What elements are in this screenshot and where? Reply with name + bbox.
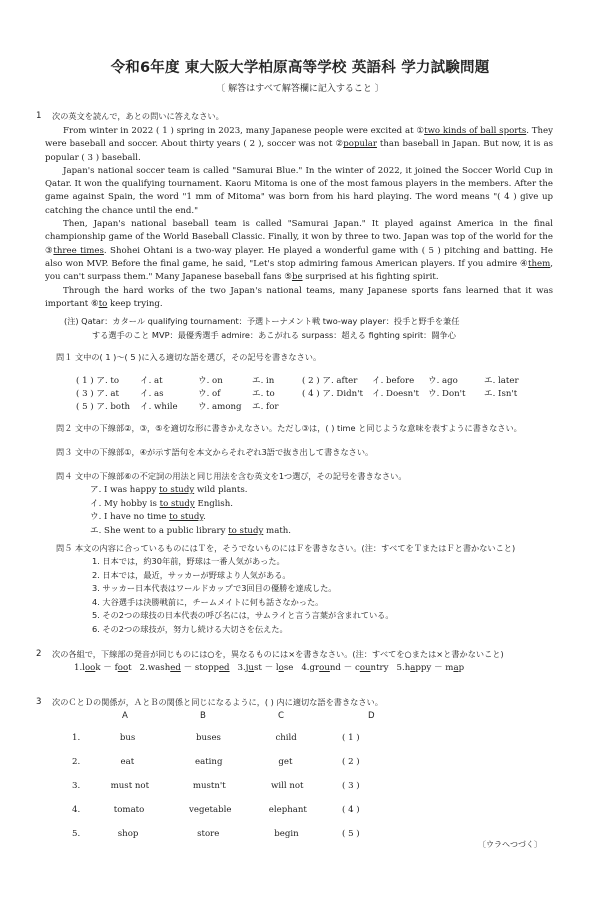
passage-text: . Shohei Ohtani is a two-way player. He played a wonderful game with ( 5 ) pitching and batting. He also won MVP. Before the final game, he said, "Let's stop admiring famous American players. If you admire ④ xyxy=(45,245,553,269)
q1-number: 1 xyxy=(36,111,42,121)
pronunciation-pair xyxy=(396,663,464,673)
cell-d: ( 3 ) xyxy=(342,781,360,791)
passage-text: keep trying. xyxy=(107,298,163,309)
choice-option: ( 2 ) ア. after xyxy=(302,376,358,386)
word-part: se xyxy=(283,663,294,673)
passage-text: , you can't surpass them." Many Japanese baseball fans ⑤ xyxy=(45,258,553,283)
choice-option: エ. for xyxy=(252,402,279,412)
cell-a: shop xyxy=(117,829,139,839)
choice-option: エ. in xyxy=(252,376,275,386)
option-text: math. xyxy=(263,525,292,536)
row-number: 2. xyxy=(72,757,81,767)
pair-dash: － xyxy=(340,663,355,673)
word-part: t xyxy=(128,663,132,673)
row-number: 4. xyxy=(72,805,81,815)
word-part: m xyxy=(445,663,454,673)
cell-d: ( 1 ) xyxy=(342,733,360,743)
underlined-phrase: to study xyxy=(169,512,204,522)
underlined-sound: oo xyxy=(84,663,96,673)
word-part: ntry xyxy=(370,663,389,673)
mon5-statement: 4. 大谷選手は決勝戦前に，チームメイトに何も話さなかった。 xyxy=(92,596,324,607)
mon4-option xyxy=(90,498,233,511)
q1-passage xyxy=(45,125,553,311)
word-part: p xyxy=(458,663,465,673)
choice-option: エ. later xyxy=(484,376,519,386)
choice-option: ウ. Don't xyxy=(428,389,466,399)
word-part: stopp xyxy=(194,663,219,673)
pair-number: 5. xyxy=(396,663,405,673)
word-part: h xyxy=(404,663,411,673)
underlined-phrase: to study xyxy=(159,498,195,509)
q2-number: 2 xyxy=(36,649,42,659)
row-number: 3. xyxy=(72,781,81,791)
word-part: k xyxy=(95,663,101,673)
cell-a: bus xyxy=(119,733,136,743)
passage-text: surprised at his fighting spirit. xyxy=(302,272,439,283)
passage-text: From winter in 2022 ( 1 ) spring in 2023, many Japanese people were excited at ① xyxy=(63,126,425,136)
choice-option: ( 4 ) ア. Didn't xyxy=(302,389,363,399)
cell-c: get xyxy=(278,757,293,767)
choice-option: ウ. among xyxy=(198,402,242,412)
pronunciation-pair xyxy=(238,663,294,673)
continue-note: 〔ウラへつづく〕 xyxy=(478,840,542,849)
q1-instruction: 次の英文を読んで，あとの問いに答えなさい。 xyxy=(52,111,224,121)
passage-paragraph xyxy=(45,218,553,284)
word-part: nd xyxy=(329,663,341,673)
pair-number: 1. xyxy=(74,663,83,673)
cell-b: vegetable xyxy=(189,805,232,815)
word-part: gr xyxy=(309,663,320,673)
underlined-sound: ed xyxy=(218,663,230,673)
q1-notes-line1: (注) Qatar：カタール qualifying tournament：予選トーナメント戦 two-way player：投手と野手を兼任 xyxy=(64,316,460,326)
cell-a: eat xyxy=(120,757,135,767)
choice-option: ウ. ago xyxy=(428,376,458,386)
cell-d: ( 2 ) xyxy=(342,757,360,767)
column-header: A xyxy=(122,711,128,721)
underlined-sound: ed xyxy=(170,663,181,673)
pronunciation-pair xyxy=(301,663,388,673)
cell-d: ( 4 ) xyxy=(342,805,360,815)
pair-number: 3. xyxy=(237,663,246,673)
pair-dash: － xyxy=(431,663,446,673)
option-text: ア. I was happy xyxy=(90,485,160,495)
underlined-phrase: be xyxy=(291,272,303,283)
q1-mon3-text: 問３ 文中の下線部①，④が示す語句を本文からそれぞれ3語で抜き出して書きなさい。 xyxy=(56,447,374,457)
column-header: C xyxy=(278,711,285,721)
row-number: 5. xyxy=(72,829,81,839)
underlined-sound: oo xyxy=(117,663,129,673)
passage-text: Through the hard works of the two Japan's national teams, many Japanese sports fans learned that it was important ⑥ xyxy=(45,285,553,309)
underlined-phrase: to study xyxy=(159,485,195,495)
choice-option: イ. while xyxy=(140,402,178,412)
mon4-option xyxy=(90,484,248,497)
mon5-statement: 5. その2つの球技の日本代表の呼び名には，サムライと言う言葉が含まれている。 xyxy=(92,610,394,620)
cell-d: ( 5 ) xyxy=(342,829,360,839)
choice-option: イ. as xyxy=(140,389,164,399)
mon5-statement: 2. 日本では，最近，サッカーが野球より人気がある。 xyxy=(92,569,291,580)
mon5-statement: 3. サッカー日本代表はワールドカップで3回目の優勝を達成した。 xyxy=(92,583,337,593)
word-part: ppy xyxy=(415,663,432,673)
cell-c: elephant xyxy=(268,805,307,815)
passage-text: Then, Japan's national baseball team is called "Samurai Japan." It played against America in the final championship game of the World Baseball Classic. Finally, it won by three to two. Japan was top of the world for the ③ xyxy=(45,219,553,256)
underlined-phrase: three times xyxy=(53,245,104,256)
option-text: イ. My hobby is xyxy=(90,498,160,509)
choice-option: ( 5 ) ア. both xyxy=(76,402,131,412)
mon5-statement: 6. その2つの球技が，努力し続ける大切さを伝えた。 xyxy=(92,623,288,634)
choice-option: イ. Doesn't xyxy=(372,389,419,399)
page-title: 令和6年度 東大阪大学柏原高等学校 英語科 学力試験問題 xyxy=(110,60,490,76)
choice-option: ( 1 ) ア. to xyxy=(76,376,120,386)
row-number: 1. xyxy=(72,733,81,743)
option-text: . xyxy=(203,512,206,522)
pair-dash: － xyxy=(100,663,115,673)
underlined-phrase: popular xyxy=(343,139,377,150)
underlined-sound: ou xyxy=(319,663,330,673)
q3-instruction: 次のＣとＤの関係が，ＡとＢの関係と同じになるように，( ) 内に適切な語を書きなさい。 xyxy=(52,697,383,707)
cell-b: store xyxy=(197,829,220,839)
q1-mon2-text: 問２ 文中の下線部②，③，⑤を適切な形に書きかえなさい。ただし③は，( ) time と同じような意味を表すように書きなさい。 xyxy=(56,423,522,433)
option-text: wild plants. xyxy=(194,485,248,495)
column-header: D xyxy=(368,711,375,721)
cell-c: child xyxy=(275,733,297,743)
word-part: c xyxy=(354,663,360,673)
underlined-sound: ou xyxy=(359,663,371,673)
underlined-sound: a xyxy=(410,663,416,673)
mon4-option xyxy=(90,525,291,538)
q1-notes-line2: する選手のこと MVP：最優秀選手 admire：あこがれる surpass：超える fighting spirit：闘争心 xyxy=(92,330,456,340)
passage-text: . They were baseball and soccer. About thirty years ( 2 ), soccer was not ② xyxy=(45,126,553,150)
passage-text: Japan's national soccer team is called "Samurai Blue." In the winter of 2022, it joined the Soccer World Cup in Qatar. It won the qualifying tournament. Kaoru Mitoma is one of the most famous players in the members. After the game against Spain, the word "1 mm of Mitoma" was born from his hard playing. The word means "( 4 ) give up catching the chance until the end." xyxy=(45,165,553,216)
underlined-sound: u xyxy=(248,663,254,673)
choice-option: エ. Isn't xyxy=(484,389,518,399)
option-text: English. xyxy=(194,498,233,509)
q2-instruction: 次の各組で，下線部の発音が同じものには○を，異なるものには×を書きなさい。(注：すべてを○または×と書かないこと) xyxy=(52,649,504,659)
cell-a: must not xyxy=(110,781,150,791)
q1-mon1-text: 問１ 文中の( 1 )～( 5 )に入る適切な語を選び，その記号を書きなさい。 xyxy=(56,352,322,362)
choice-option: イ. before xyxy=(372,376,415,386)
word-part: st xyxy=(253,663,262,673)
cell-c: begin xyxy=(274,829,299,839)
underlined-sound: a xyxy=(453,663,459,673)
word-part: wash xyxy=(147,663,171,673)
cell-b: eating xyxy=(195,757,223,767)
mon5-statement: 1. 日本では，約30年前，野球は一番人気があった。 xyxy=(92,556,285,566)
underlined-phrase: two kinds of ball sports xyxy=(424,126,527,136)
choice-option: イ. at xyxy=(140,376,163,386)
passage-text: than baseball in Japan. But now, it is as popular ( 3 ) baseball. xyxy=(45,139,553,163)
underlined-phrase: them xyxy=(528,258,551,269)
word-part: l xyxy=(275,663,279,673)
pair-dash: － xyxy=(180,663,195,673)
pronunciation-pair xyxy=(74,663,132,673)
choice-option: ウ. of xyxy=(198,389,221,399)
option-text: エ. She went to a public library xyxy=(90,525,229,536)
pair-number: 4. xyxy=(301,663,310,673)
q1-mon5-text: 問５ 本文の内容に合っているものにはＴを，そうでないものにはＦを書きなさい。(注：すべてをＴまたはＦと書かないこと) xyxy=(56,543,516,553)
cell-a: tomato xyxy=(113,805,145,815)
column-header: B xyxy=(200,711,206,721)
pair-dash: － xyxy=(261,663,276,673)
choice-option: ウ. on xyxy=(198,376,223,386)
word-part: j xyxy=(245,663,249,673)
q3-number: 3 xyxy=(36,697,42,707)
page-subtitle: 〔 解答はすべて解答欄に記入すること 〕 xyxy=(216,84,384,94)
cell-b: mustn't xyxy=(192,781,226,791)
q2-pairs xyxy=(74,662,472,675)
underlined-phrase: to xyxy=(98,298,108,309)
mon4-option xyxy=(90,511,206,524)
cell-c: will not xyxy=(271,781,304,791)
cell-b: buses xyxy=(196,733,221,743)
word-part: f xyxy=(114,663,118,673)
word-part: l xyxy=(82,663,85,673)
passage-paragraph xyxy=(45,125,553,165)
q1-mon4-text: 問４ 文中の下線部⑥の不定詞の用法と同じ用法を含む英文を1つ選び，その記号を書きなさい。 xyxy=(56,471,407,481)
choice-option: ( 3 ) ア. at xyxy=(76,389,120,399)
option-text: ウ. I have no time xyxy=(90,512,170,522)
passage-paragraph xyxy=(45,165,553,218)
choice-option: エ. to xyxy=(252,389,275,399)
underlined-phrase: to study xyxy=(228,525,264,536)
passage-paragraph xyxy=(45,285,553,312)
underlined-sound: o xyxy=(278,663,284,673)
pronunciation-pair xyxy=(140,663,230,673)
pair-number: 2. xyxy=(139,663,148,673)
